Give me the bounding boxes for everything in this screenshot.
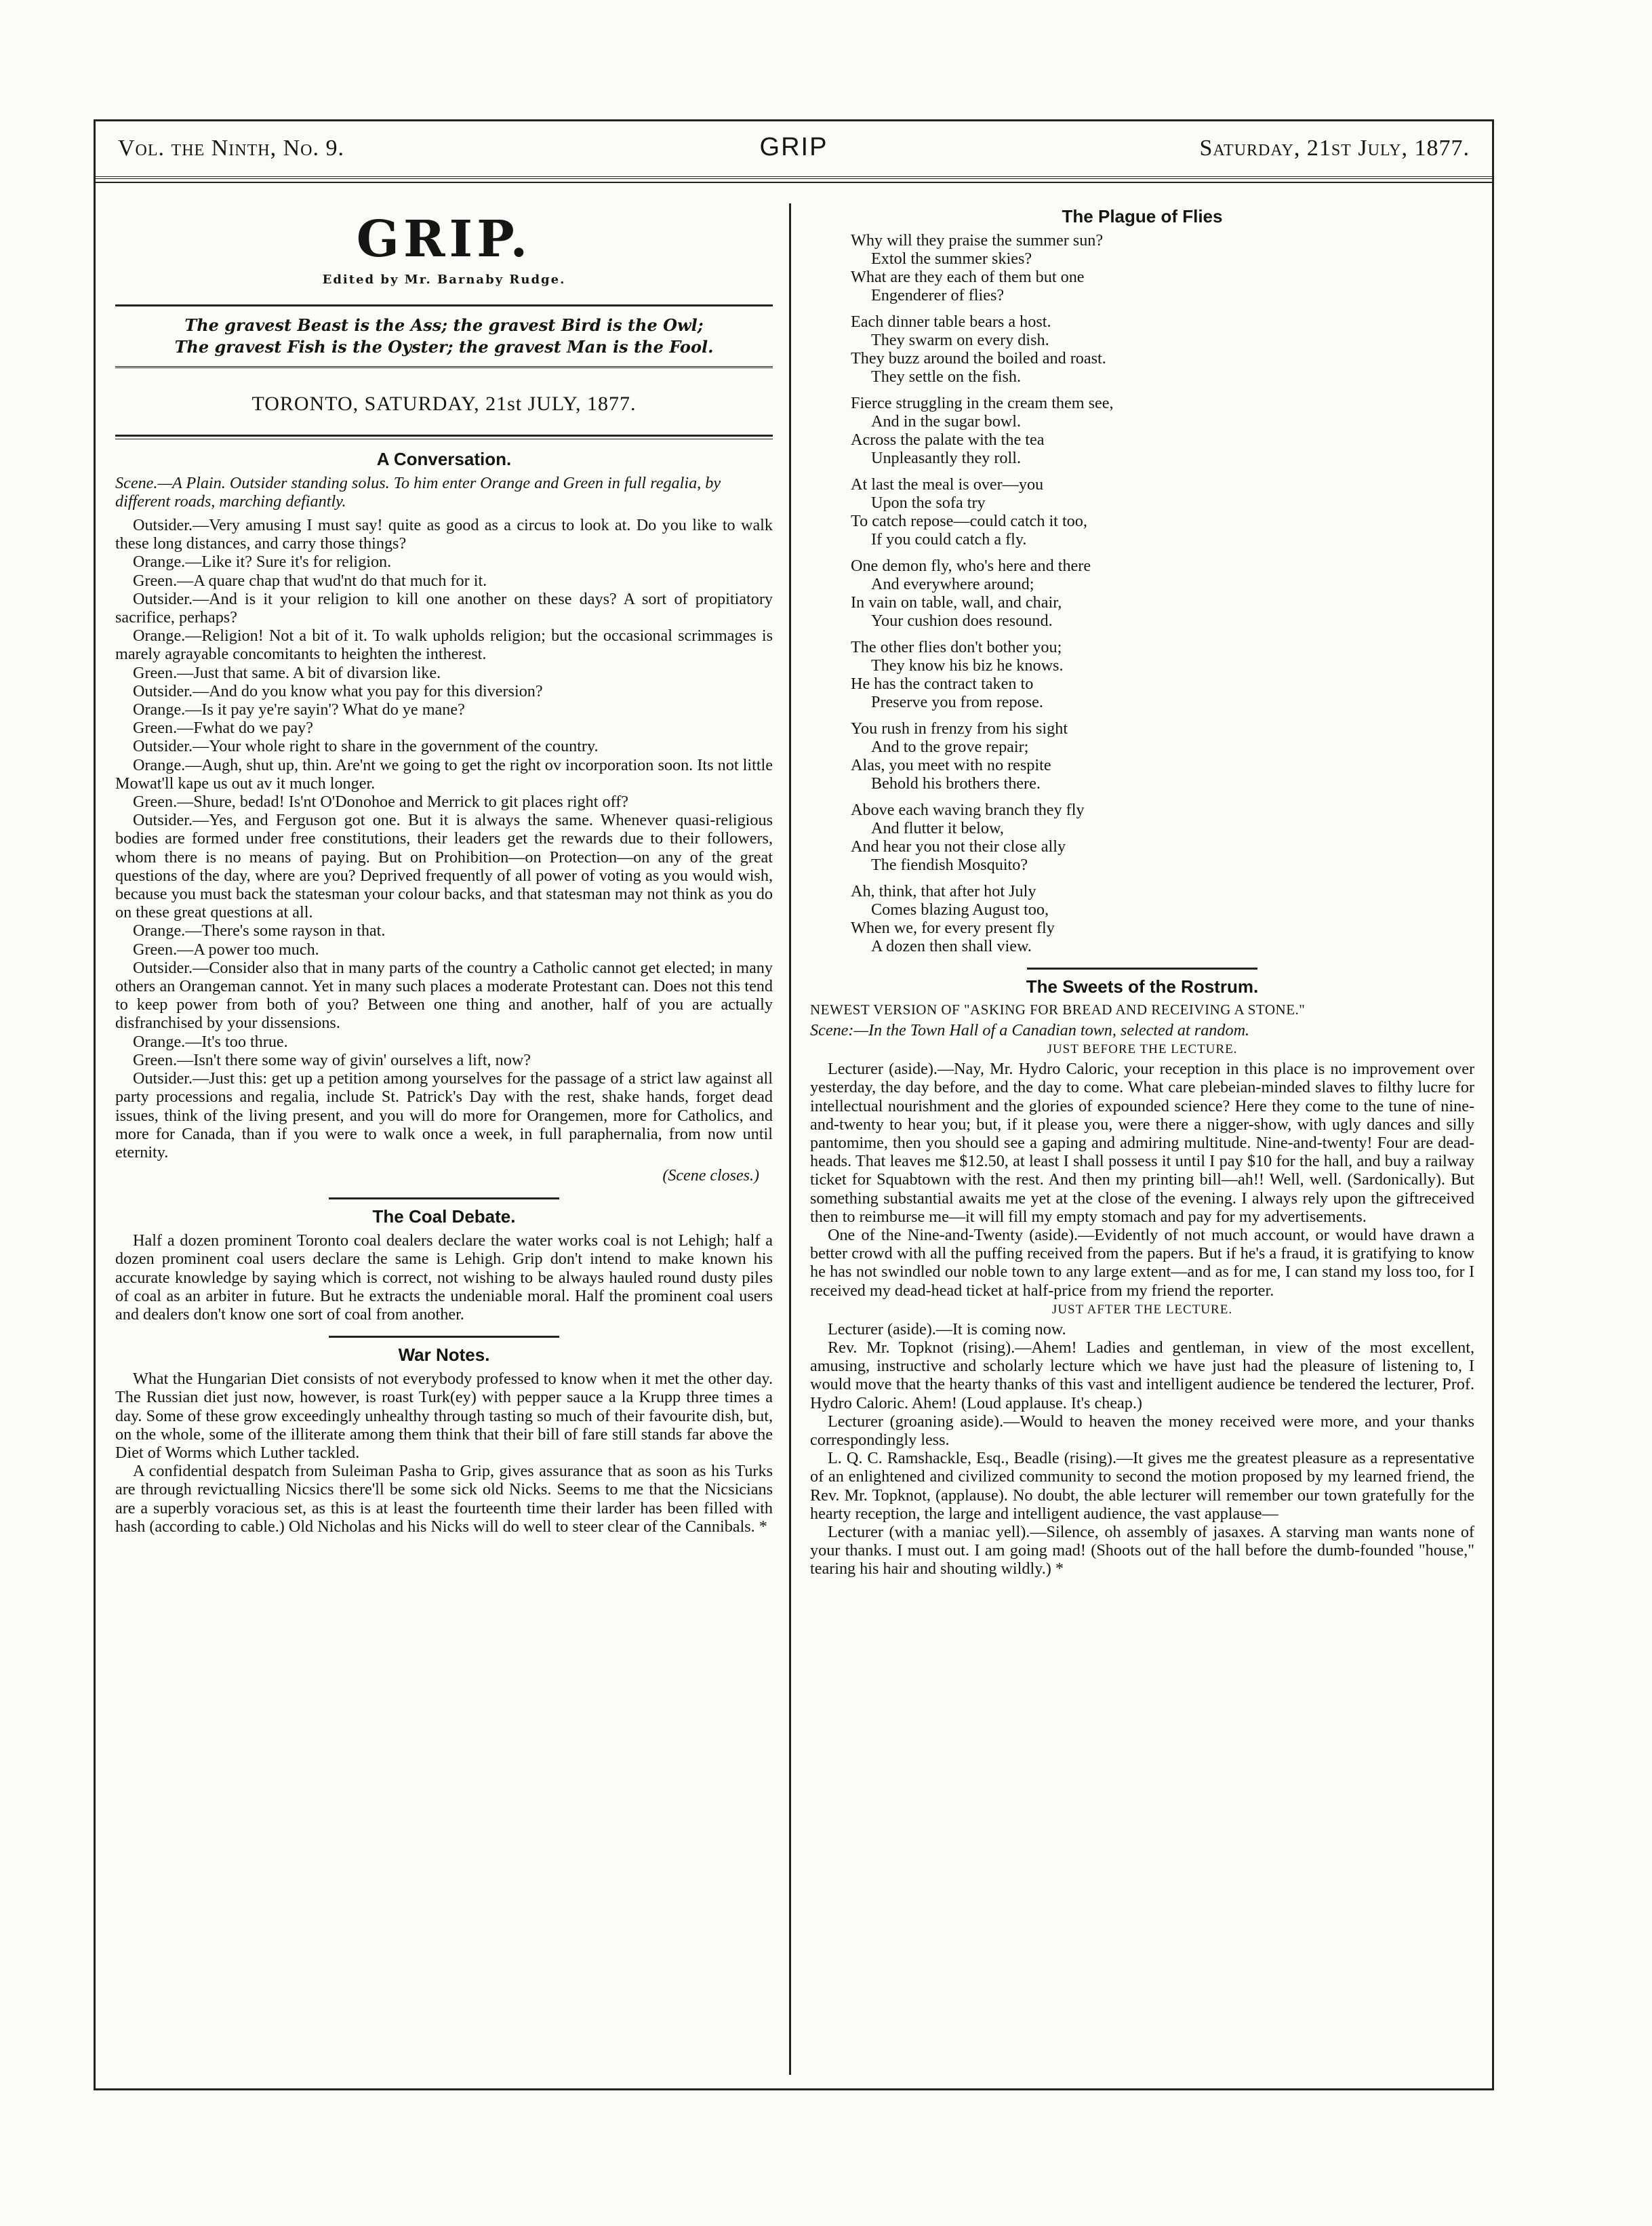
poem-line: They know his biz he knows. xyxy=(871,656,1064,675)
conversation-paragraph: Green.—Shure, bedad! Is'nt O'Donohoe and Merrick to git places right off? xyxy=(133,793,628,812)
conversation-paragraph: Orange.—Religion! Not a bit of it. To walk upholds religion; but the occasional scrimmages is marely agrayable concomitants to heighten the intherest. xyxy=(115,627,773,664)
conversation-paragraph: Outsider.—Your whole right to share in the government of the country. xyxy=(133,737,599,756)
poem-line: They buzz around the boiled and roast. xyxy=(851,349,1106,367)
poem-line: And flutter it below, xyxy=(871,819,1004,837)
poem-stanza xyxy=(851,475,1474,549)
conversation-scene: Scene.—A Plain. Outsider standing solus. To him enter Orange and Green in full regalia, by different roads, marching defiantly. xyxy=(115,474,721,511)
rostrum-paragraph: Lecturer (aside).—Nay, Mr. Hydro Caloric, your reception in this place is no improvement over yesterday, the day before, and the day to come. What care plebeian-minded slaves to filthy lucre for intellectual nourishment and the glories of expounded science? Here they come to the tune of nine-and-twenty to hear you; but, if it please you, were there a nigger-show, with ugly dances and silly pantomime, then you should see a gaping and admiring multitude. Nine-and-twenty! Four are dead-heads. That leaves me $12.50, at least I shall possess it until I pay $10 for the hall, and buy a railway ticket for Squabtown with the rest. And then my printing bill—ah!! Well, well. (Sardonically). But something substantial awaits me yet at the close of the evening. I always rely upon the giftreceived then to reimburse me—it will fill my empty stomach and pay for my advertisements. xyxy=(810,1060,1474,1226)
poem-line: Extol the summer skies? xyxy=(871,250,1032,268)
poem-line: Upon the sofa try xyxy=(871,494,986,512)
article-title-rostrum: The Sweets of the Rostrum. xyxy=(1026,976,1259,997)
poem-line: Preserve you from repose. xyxy=(871,693,1043,711)
conversation-paragraph: Green.—Just that same. A bit of divarsion like. xyxy=(133,663,441,682)
poem-line: To catch repose—could catch it too, xyxy=(851,512,1087,530)
double-rule xyxy=(115,435,773,439)
poem-line: Across the palate with the tea xyxy=(851,431,1045,449)
rostrum-paragraph: Lecturer (with a maniac yell).—Silence, oh assembly of jasaxes. A starving man wants none of your thanks. I must out. I am going mad! (Shoots out of the hall before the dumb-founded "house," tearing his hair and shouting wildly.) * xyxy=(810,1523,1474,1578)
poem-line: Behold his brothers there. xyxy=(871,774,1041,793)
war-notes-paragraph: A confidential despatch from Suleiman Pasha to Grip, gives assurance that as soon as his Turks are through revictualling Nicsics there'll be some sick old Nicks. Seems to me that the Nicsicians are a superbly voracious set, as this is at least the fourteenth time their larder has been filled with hash (according to cable.) Old Nicholas and his Nicks will do well to steer clear of the Cannibals. * xyxy=(115,1462,773,1536)
poem-stanza xyxy=(851,638,1474,711)
poem-line: They settle on the fish. xyxy=(871,367,1021,386)
article-title-conversation: A Conversation. xyxy=(376,449,512,469)
poem-line: They swarm on every dish. xyxy=(871,331,1049,349)
right-column xyxy=(810,203,1474,1578)
coal-debate-text: Half a dozen prominent Toronto coal dealers declare the water works coal is not Lehigh; half a dozen prominent coal users declare the same is Lehigh. Grip don't intend to make known his accurate knowledge by saying which is correct, not wishing to be always hauled round dusty piles of coal as an arbiter in future. But he extracts the undeniable moral. Half the prominent coal users and dealers don't know one sort of coal from another. xyxy=(115,1231,773,1324)
conversation-paragraph: Green.—Fwhat do we pay? xyxy=(133,719,313,738)
section-rule xyxy=(329,1336,559,1338)
poem-line: Fierce struggling in the cream them see, xyxy=(851,394,1114,412)
poem-line: Above each waving branch they fly xyxy=(851,801,1085,819)
poem-line: The fiendish Mosquito? xyxy=(871,856,1028,874)
poem-line: What are they each of them but one xyxy=(851,268,1085,286)
scene-closes: (Scene closes.) xyxy=(662,1167,759,1185)
poem-line: And everywhere around; xyxy=(871,575,1034,593)
left-column xyxy=(115,203,773,1536)
poem-line: You rush in frenzy from his sight xyxy=(851,719,1068,738)
poem-line: One demon fly, who's here and there xyxy=(851,557,1091,575)
poem-plague-of-flies xyxy=(851,231,1474,955)
poem-stanza xyxy=(851,801,1474,874)
conversation-paragraph: Outsider.—And do you know what you pay for this diversion? xyxy=(133,681,543,700)
conversation-paragraph: Orange.—Like it? Sure it's for religion. xyxy=(133,553,392,572)
poem-line: At last the meal is over—you xyxy=(851,475,1044,494)
poem-line: A dozen then shall view. xyxy=(871,937,1032,955)
poem-line: Unpleasantly they roll. xyxy=(871,449,1021,467)
conversation-paragraph: Outsider.—Yes, and Ferguson got one. But it is always the same. Whenever quasi-religious bodies are formed under free constitutions, their leaders get the rewards due to their followers, whom there is no means of paying. But on Prohibition—on Protection—on any of the great questions of the day, where are you? Deprived frequently of all power of voting as you would wish, because you must back the statesman your colour backs, and that statesman may not think as you do on these great questions at all. xyxy=(115,811,773,922)
poem-line: Ah, think, that after hot July xyxy=(851,882,1036,900)
motto-line-2: The gravest Fish is the Oyster; the gravest Man is the Fool. xyxy=(174,337,714,357)
poem-line: The other flies don't bother you; xyxy=(851,638,1062,656)
conversation-paragraph: Green.—A power too much. xyxy=(133,940,319,959)
column-divider xyxy=(789,203,791,2075)
poem-line: Each dinner table bears a host. xyxy=(851,313,1051,331)
volume-number: Vol. the Ninth, No. 9. xyxy=(118,136,344,161)
article-title-war: War Notes. xyxy=(398,1345,490,1366)
article-title-coal: The Coal Debate. xyxy=(372,1206,516,1227)
conversation-paragraph: Outsider.—And is it your religion to kill one another on these days? A sort of propitiatory sacrifice, perhaps? xyxy=(115,589,773,627)
conversation-paragraph: Orange.—Augh, shut up, thin. Are'nt we going to get the right ov incorporation soon. Its not little Mowat'll kape us out av it much longer. xyxy=(115,755,773,793)
poem-line: If you could catch a fly. xyxy=(871,530,1027,549)
poem-line: Your cushion does resound. xyxy=(871,612,1053,630)
conversation-paragraph: Outsider.—Consider also that in many parts of the country a Catholic cannot get elected; in many others an Orangeman cannot. Yet in many such places a moderate Protestant can. Does not this tend to keep power from both of you? Between one thing and another, half of you are actually disfranchised by your dissensions. xyxy=(115,958,773,1033)
paper-name: GRIP xyxy=(759,133,828,161)
poem-line: Alas, you meet with no respite xyxy=(851,756,1051,774)
conversation-paragraph: Orange.—Is it pay ye're sayin'? What do ye mane? xyxy=(133,700,465,719)
rostrum-paragraph: Lecturer (groaning aside).—Would to heaven the money received were more, and your thanks correspondingly less. xyxy=(810,1412,1474,1450)
poem-line: And to the grove repair; xyxy=(871,738,1029,756)
conversation-paragraph: Outsider.—Just this: get up a petition among yourselves for the passage of a strict law against all party processions and regalia, include St. Patrick's Day with the rest, shake hands, forget dead issues, think of the living present, and you will do more for Orangemen, more for Catholics, and more for Canada, than if you were to walk once a week, in full paraphernalia, from now until eternity. xyxy=(115,1069,773,1161)
poem-line: And hear you not their close ally xyxy=(851,837,1066,856)
poem-line: And in the sugar bowl. xyxy=(871,412,1022,431)
subhead-after-lecture: JUST AFTER THE LECTURE. xyxy=(1051,1302,1233,1317)
poem-line: Comes blazing August too, xyxy=(871,900,1049,919)
rostrum-paragraph: L. Q. C. Ramshackle, Esq., Beadle (rising).—It gives me the greatest pleasure as a representative of an enlightened and civilized community to second the motion proposed by my learned friend, the Rev. Mr. Topknot, (applause). No doubt, the able lecturer will remember our town gratefully for the hearty reception, the large and intelligent audience, the vast applause— xyxy=(810,1449,1474,1523)
conversation-paragraph: Orange.—There's some rayson in that. xyxy=(133,921,386,940)
city-date-line: TORONTO, SATURDAY, 21st JULY, 1877. xyxy=(251,393,637,415)
subhead-before-lecture: JUST BEFORE THE LECTURE. xyxy=(1047,1042,1238,1057)
poem-line: He has the contract taken to xyxy=(851,675,1034,693)
section-rule xyxy=(329,1197,559,1199)
section-rule xyxy=(1027,968,1257,970)
issue-date: Saturday, 21st July, 1877. xyxy=(1199,136,1470,161)
poem-stanza xyxy=(851,313,1474,386)
conversation-paragraph: Green.—A quare chap that wud'nt do that much for it. xyxy=(133,571,487,590)
rostrum-tagline: NEWEST VERSION OF "ASKING FOR BREAD AND RECEIVING A STONE." xyxy=(810,1001,1306,1018)
rostrum-paragraph: Rev. Mr. Topknot (rising).—Ahem! Ladies and gentleman, in view of the most excellent, amusing, instructive and scholarly lecture which we have just had the pleasure of listening to, I would move that the hearty thanks of this vast and intelligent audience be tendered the lecturer, Prof. Hydro Caloric. Ahem! (Loud applause. It's cheap.) xyxy=(810,1338,1474,1412)
conversation-paragraph: Orange.—It's too thrue. xyxy=(133,1032,288,1051)
poem-line: When we, for every present fly xyxy=(851,919,1055,937)
poem-line: Why will they praise the summer sun? xyxy=(851,231,1104,250)
poem-stanza xyxy=(851,394,1474,467)
conversation-body xyxy=(115,516,773,1161)
article-title-flies: The Plague of Flies xyxy=(1062,206,1223,226)
rostrum-paragraph: One of the Nine-and-Twenty (aside).—Evidently of not much account, or would have drawn a better crowd with all the puffing received from the papers. But if he's a fraud, it is gratifying to know he has not swindled our noble town to any large extent—and as for me, I can stand my loss too, for I received my dead-head ticket at half-price from my friend the reporter. xyxy=(810,1226,1474,1300)
war-notes-paragraph: What the Hungarian Diet consists of not everybody professed to know when it met the other day. The Russian diet just now, however, is roast Turk(ey) with pepper sauce a la Krupp three times a day. Some of these grow exceedingly unhealthy through tasting so much of their favourite dish, but, on the whole, some of the illiterate among them think that their bill of fare still stands far above the Diet of Worms which Luther tackled. xyxy=(115,1370,773,1462)
motto-block xyxy=(115,304,773,368)
poem-stanza xyxy=(851,882,1474,955)
poem-stanza xyxy=(851,557,1474,630)
poem-stanza xyxy=(851,231,1474,304)
rostrum-paragraph: Lecturer (aside).—It is coming now. xyxy=(828,1319,1066,1338)
grip-logo: GRIP. xyxy=(356,210,532,269)
editor-line: Edited by Mr. Barnaby Rudge. xyxy=(322,273,566,287)
poem-line: In vain on table, wall, and chair, xyxy=(851,593,1062,612)
poem-stanza xyxy=(851,719,1474,793)
conversation-paragraph: Green.—Isn't there some way of givin' ourselves a lift, now? xyxy=(133,1050,531,1069)
conversation-paragraph: Outsider.—Very amusing I must say! quite as good as a circus to look at. Do you like to walk these long distances, and carry those things? xyxy=(115,516,773,553)
motto-line-1: The gravest Beast is the Ass; the gravest Bird is the Owl; xyxy=(184,315,704,335)
rostrum-scene: Scene:—In the Town Hall of a Canadian town, selected at random. xyxy=(810,1021,1250,1039)
poem-line: Engenderer of flies? xyxy=(871,286,1005,304)
